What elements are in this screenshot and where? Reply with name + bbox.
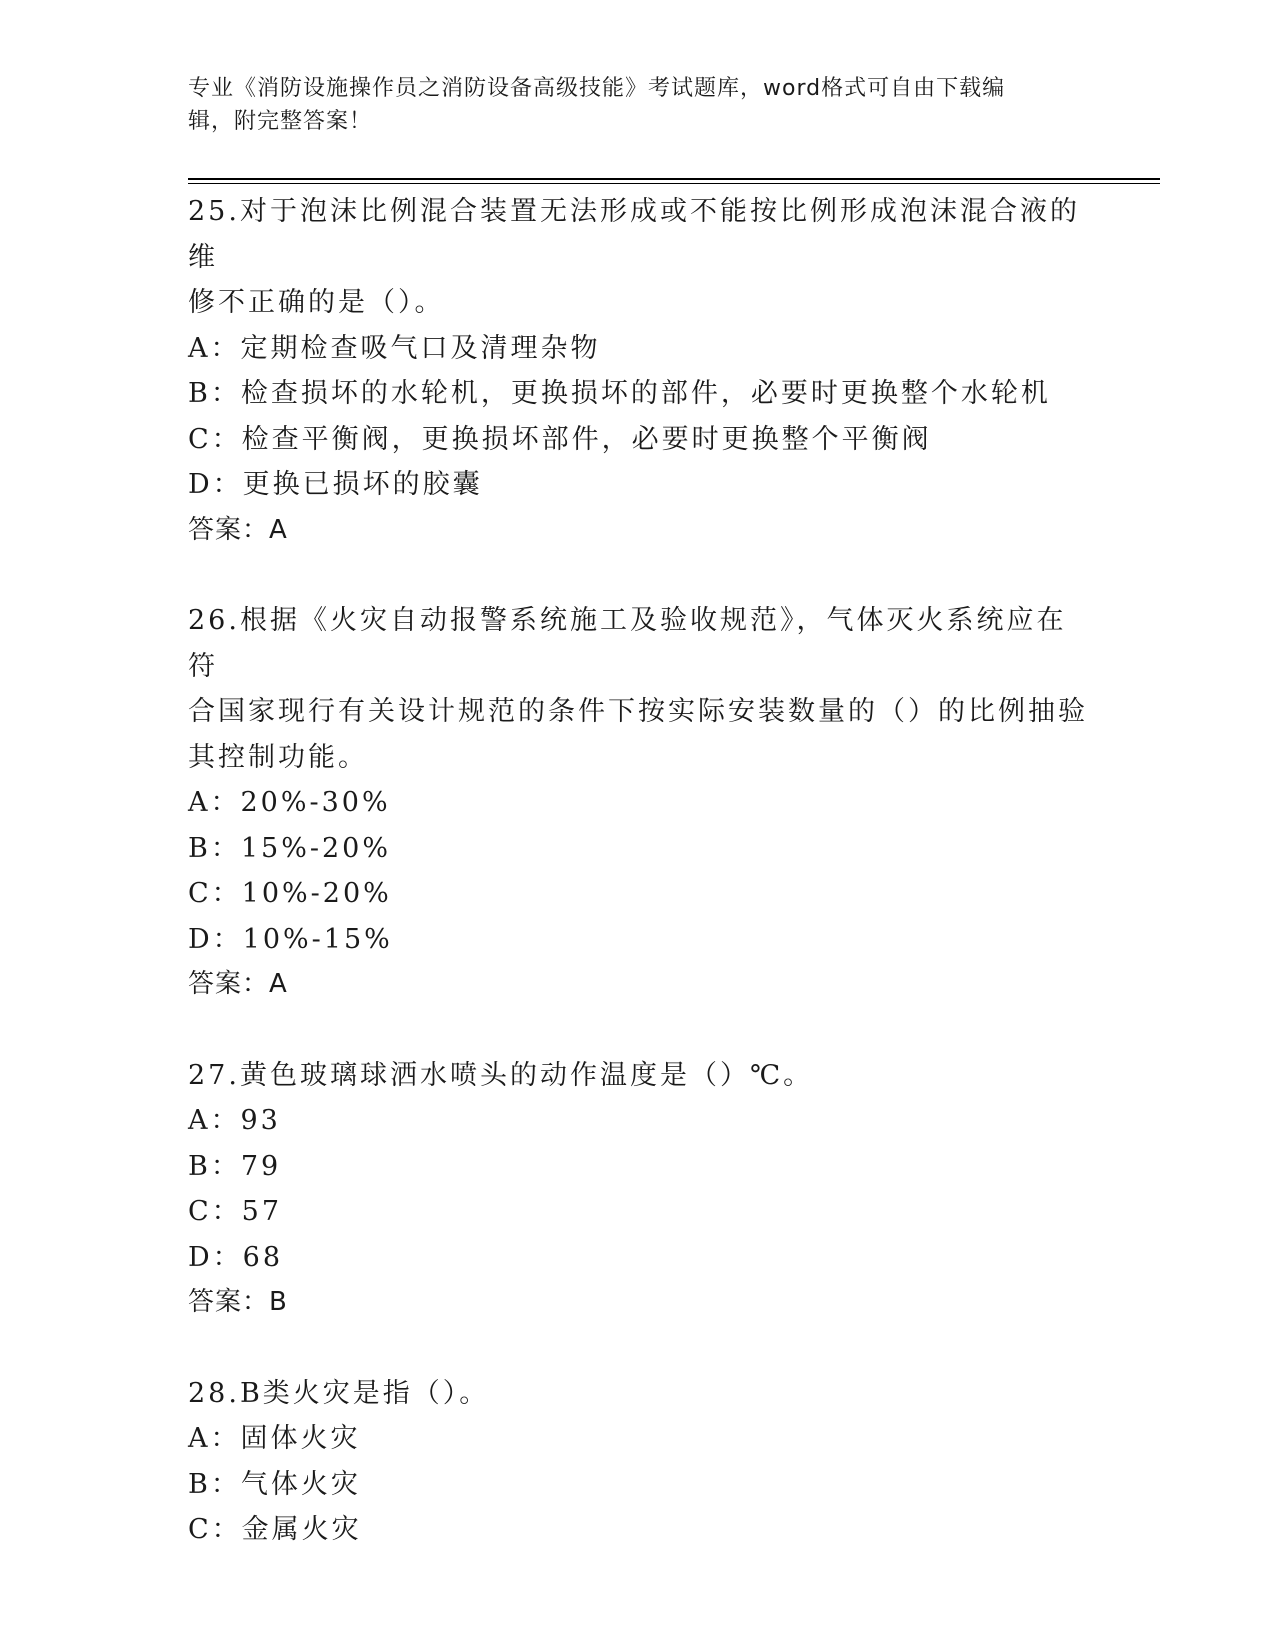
header-note xyxy=(188,72,1078,138)
answer: 答案：B xyxy=(188,1287,288,1317)
question-28 xyxy=(188,1371,1088,1553)
question-25 xyxy=(188,189,1088,553)
question-stem-line: 27.黄色玻璃球洒水喷头的动作温度是（）℃。 xyxy=(188,1059,814,1091)
option-a: A：93 xyxy=(188,1105,281,1136)
header-note-line-2: 辑，附完整答案！ xyxy=(188,109,373,134)
option-a: A：定期检查吸气口及清理杂物 xyxy=(188,332,601,364)
option-a: A：固体火灾 xyxy=(188,1423,361,1454)
option-d: D：68 xyxy=(188,1241,284,1273)
option-c: C：10%-20% xyxy=(188,878,392,909)
question-26 xyxy=(188,598,1088,1008)
question-stem-line: 其控制功能。 xyxy=(188,741,368,773)
option-c: C：57 xyxy=(188,1196,283,1227)
option-b: B：79 xyxy=(188,1150,282,1182)
header-divider-thick xyxy=(188,178,1160,180)
question-stem-line: 28.B类火灾是指（）。 xyxy=(188,1377,490,1409)
option-b: B：15%-20% xyxy=(188,832,391,864)
header-divider-thin xyxy=(188,183,1160,184)
option-d: D：10%-15% xyxy=(188,923,393,955)
option-b: B：气体火灾 xyxy=(188,1468,361,1500)
question-27 xyxy=(188,1053,1088,1326)
question-stem-line: 合国家现行有关设计规范的条件下按实际安装数量的（）的比例抽验 xyxy=(188,696,1088,727)
option-a: A：20%-30% xyxy=(188,787,391,818)
answer: 答案：A xyxy=(188,514,288,545)
question-stem-line: 25.对于泡沫比例混合装置无法形成或不能按比例形成泡沫混合液的维 xyxy=(188,196,1080,273)
option-b: B：检查损坏的水轮机，更换损坏的部件，必要时更换整个水轮机 xyxy=(188,378,1051,409)
question-stem-line: 26.根据《火灾自动报警系统施工及验收规范》，气体灭火系统应在符 xyxy=(188,605,1067,682)
option-c: C：检查平衡阀，更换损坏部件，必要时更换整个平衡阀 xyxy=(188,423,932,455)
option-d: D：更换已损坏的胶囊 xyxy=(188,469,483,500)
option-c: C：金属火灾 xyxy=(188,1514,362,1545)
question-list xyxy=(188,189,1088,1598)
header-note-line-1: 专业《消防设施操作员之消防设备高级技能》考试题库，word格式可自由下载编 xyxy=(188,76,1006,101)
answer: 答案：A xyxy=(188,969,288,999)
question-stem-line: 修不正确的是（）。 xyxy=(188,287,445,318)
